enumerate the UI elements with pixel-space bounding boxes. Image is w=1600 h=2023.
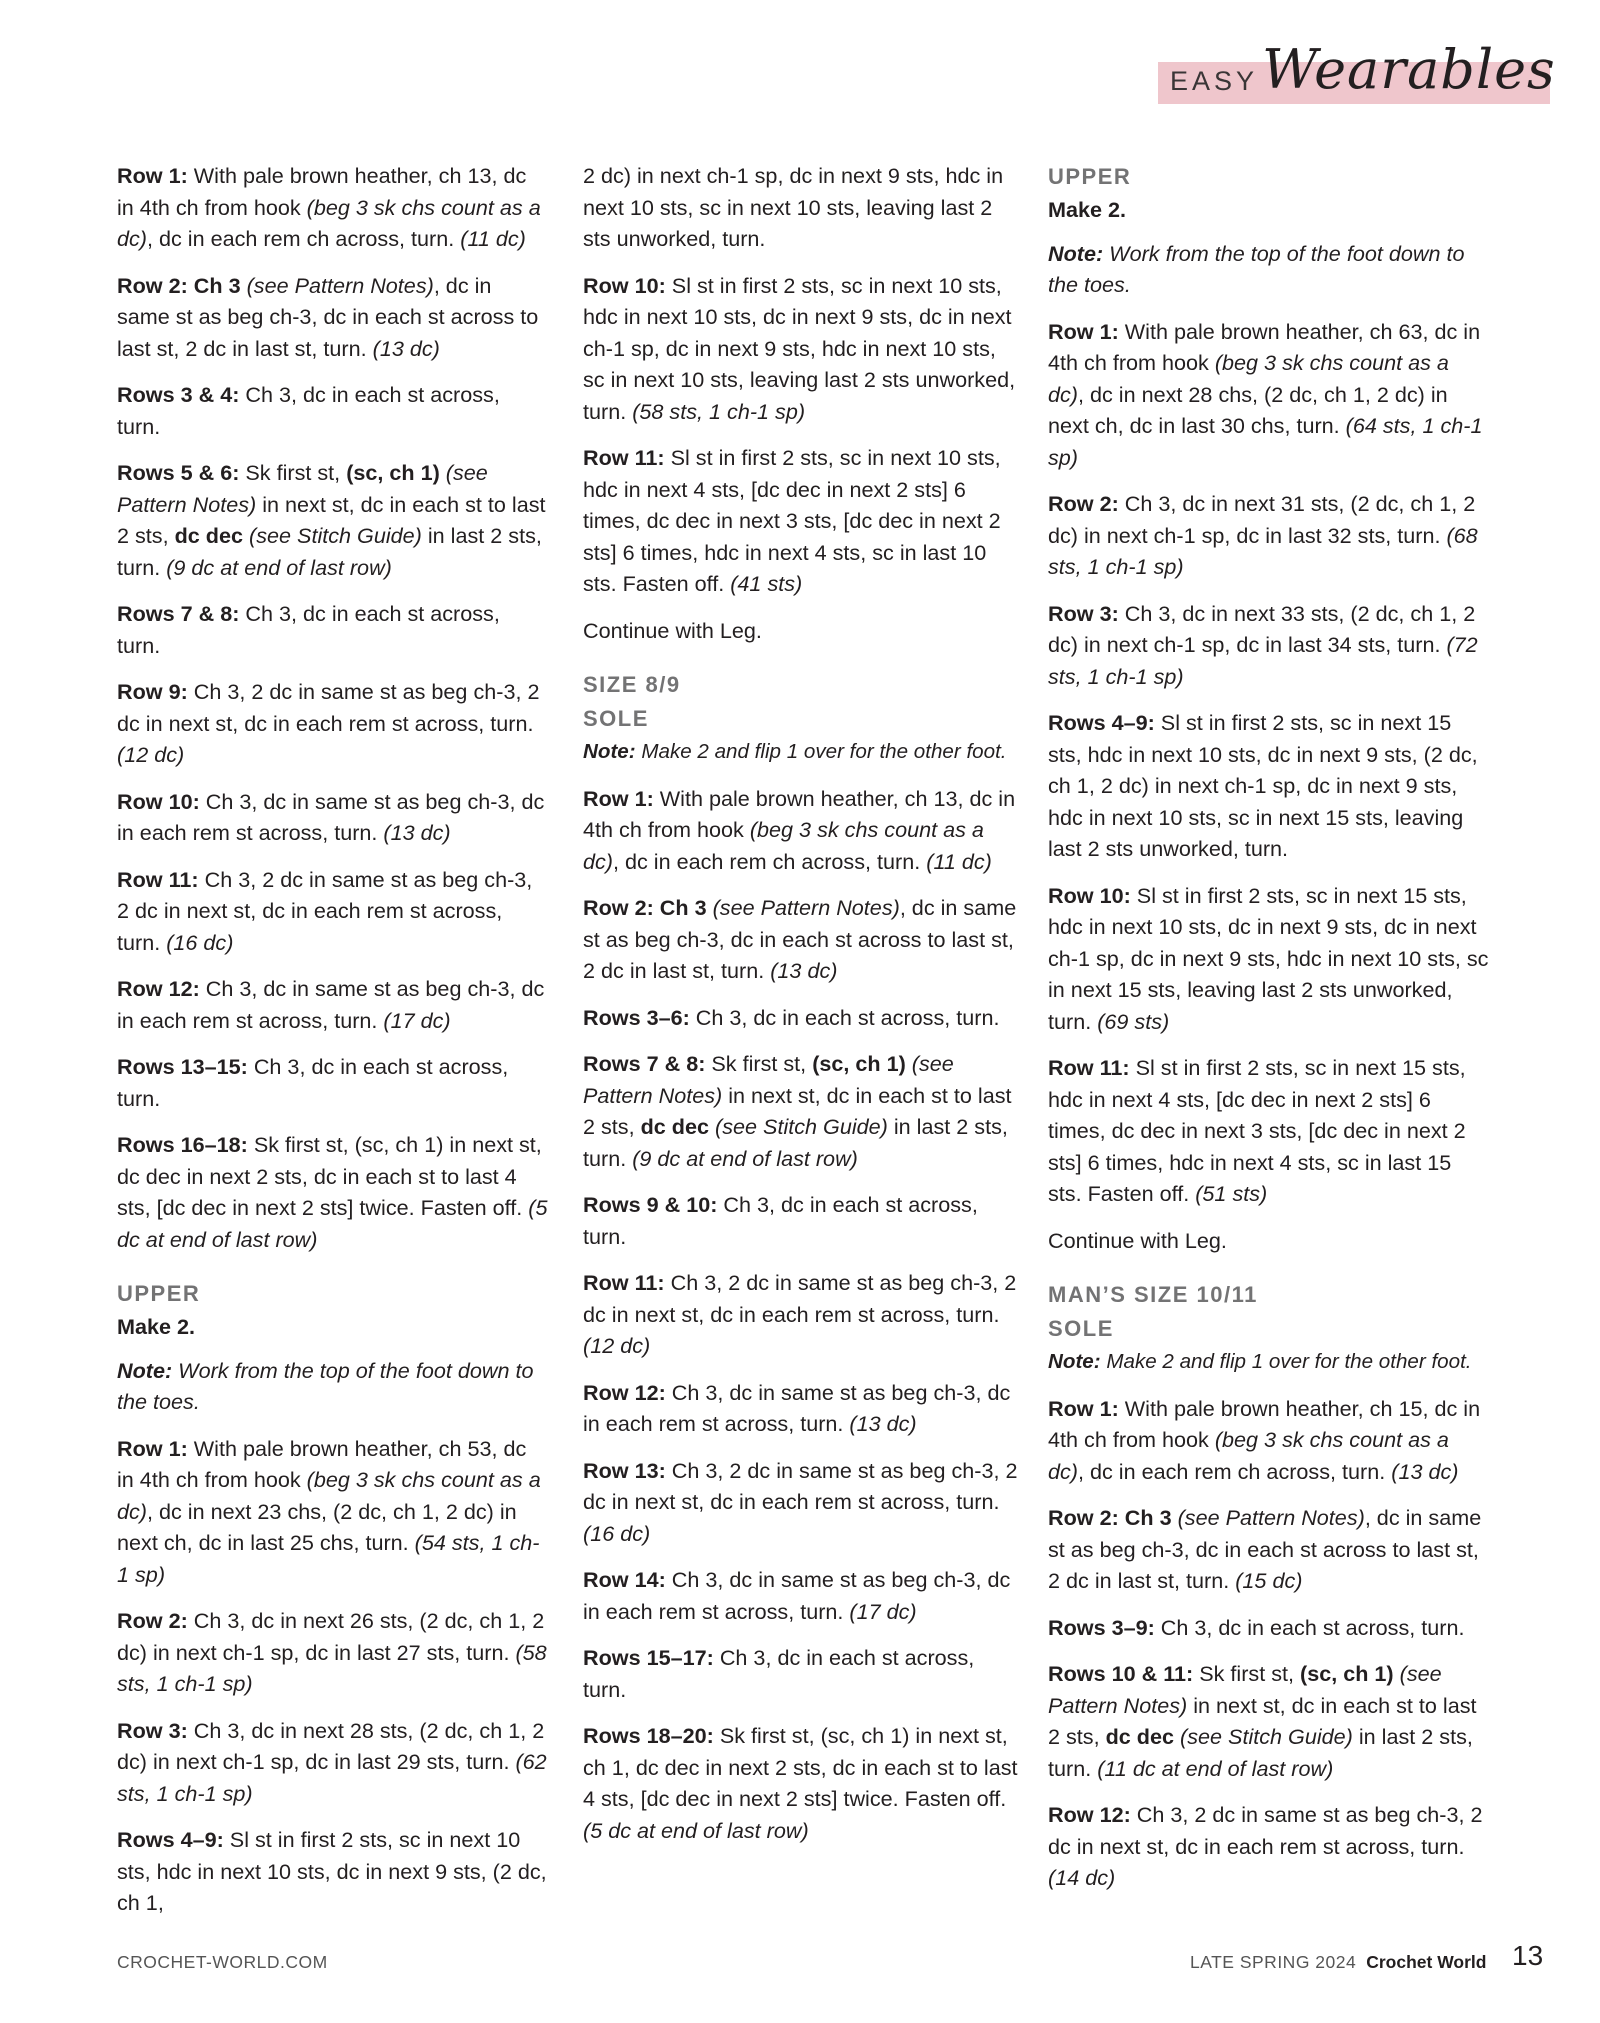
- row-text: Ch 3, dc in each st across, turn.: [117, 382, 500, 439]
- row-text: Ch 3, 2 dc in same st as beg ch-3, 2 dc in next st, dc in each rem st across, turn.: [117, 679, 540, 736]
- pattern-row: [117, 1051, 549, 1114]
- pattern-row: [583, 1267, 1023, 1362]
- row-text: , dc in same st as beg ch-3, dc in each st across to last st, 2 dc in last st, turn.: [1048, 1505, 1482, 1593]
- row-text: (see Pattern Notes): [1048, 1661, 1442, 1718]
- row-text: (13 dc): [372, 335, 440, 361]
- footer-issue-date: LATE SPRING 2024: [1190, 1952, 1357, 1972]
- pattern-row: [117, 270, 549, 365]
- row-text: With pale brown heather, ch 15, dc in 4th ch from hook: [1048, 1395, 1481, 1452]
- upper-heading: UPPER: [117, 1281, 201, 1306]
- row-text: (see Stitch Guide): [709, 1114, 888, 1139]
- row-text: in last 2 sts, turn.: [583, 1114, 1008, 1171]
- row-text: (72 sts, 1 ch-1 sp): [1048, 632, 1478, 689]
- pattern-row: [1048, 1225, 1490, 1257]
- row-label: Row 11:: [583, 445, 665, 470]
- row-text: Sl st in first 2 sts, sc in next 10 sts, hdc in next 10 sts, dc in next 9 sts, dc in next ch-1 sp, dc in next 9 sts, hdc in next 10 sts, sc in next 10 sts, leaving last 2 sts unworked, turn.: [583, 272, 1016, 424]
- pattern-row: [117, 676, 549, 771]
- pattern-row: [117, 1824, 549, 1919]
- row-text: 2 dc) in next ch-1 sp, dc in next 9 sts, hdc in next 10 sts, sc in next 10 sts, leaving last 2 sts unworked, turn.: [583, 163, 1004, 251]
- row-text: (beg 3 sk chs count as a dc): [1048, 350, 1449, 407]
- pattern-row: [583, 1564, 1023, 1627]
- row-text: (13 dc): [770, 958, 838, 983]
- row-text: (62 sts, 1 ch-1 sp): [117, 1749, 547, 1806]
- row-text: (beg 3 sk chs count as a dc): [117, 1467, 541, 1524]
- row-text: Sl st in first 2 sts, sc in next 10 sts, hdc in next 4 sts, [dc dec in next 2 sts] 6 times, dc dec in next 3 sts, [dc dec in next 2 sts] 6 times, hdc in next 4 sts, sc in last 10 sts. Fasten off.: [583, 445, 1001, 596]
- pattern-row: [583, 615, 1023, 647]
- make-note: Make 2.: [1048, 197, 1127, 222]
- row-text: Ch 3, dc in each st across, turn.: [583, 1645, 975, 1702]
- row-text: Sl st in first 2 sts, sc in next 15 sts, hdc in next 10 sts, dc in next 9 sts, (2 dc, ch 1, 2 dc) in next ch-1 sp, dc in next 9 sts, hdc in next 10 sts, sc in next 15 sts, leaving last 2 sts unworked, turn.: [1048, 710, 1478, 861]
- row-text: Sk first st,: [705, 1051, 813, 1076]
- row-text: (9 dc at end of last row): [632, 1145, 858, 1171]
- pattern-row: [117, 379, 549, 442]
- row-label: Rows 4–9:: [1048, 710, 1155, 735]
- row-text: , dc in same st as beg ch-3, dc in each st across to last st, 2 dc in last st, turn.: [117, 272, 539, 361]
- row-text: (58 sts, 1 ch-1 sp): [117, 1639, 547, 1696]
- row-text: in next st, dc in each st to last 2 sts,: [117, 491, 546, 548]
- row-text: Sl st in first 2 sts, sc in next 10 sts, hdc in next 10 sts, dc in next 9 sts, (2 dc, ch 1,: [117, 1827, 547, 1915]
- row-text: (beg 3 sk chs count as a dc): [117, 194, 541, 251]
- row-text: (12 dc): [583, 1333, 651, 1358]
- row-text: Sl st in first 2 sts, sc in next 15 sts, hdc in next 10 sts, dc in next 9 sts, dc in next ch-1 sp, dc in next 9 sts, hdc in next 10 sts, sc in next 15 sts, leaving last 2 sts unworked, turn.: [1048, 882, 1489, 1034]
- sole-rows: [583, 783, 1023, 1847]
- row-text: (11 dc): [926, 848, 992, 874]
- row-text: (54 sts, 1 ch-1 sp): [117, 1530, 540, 1587]
- row-label: Row 10:: [583, 272, 666, 298]
- row-text: in last 2 sts, turn.: [117, 523, 542, 580]
- pattern-row: [583, 442, 1023, 600]
- upper-rows: [1048, 316, 1490, 1257]
- upper-note: [117, 1355, 549, 1418]
- pattern-row: [117, 1433, 549, 1591]
- row-text: (41 sts): [730, 571, 803, 596]
- row-text: (12 dc): [117, 742, 185, 767]
- row-label: Row 10:: [1048, 882, 1131, 908]
- pattern-row: [583, 1048, 1023, 1174]
- pattern-row: [583, 1455, 1023, 1550]
- row-label: Row 13:: [583, 1457, 666, 1483]
- row-label: Row 2:: [1048, 491, 1119, 516]
- footer-brand: Crochet World: [1366, 1952, 1487, 1972]
- row-text: (69 sts): [1097, 1008, 1170, 1034]
- row-label: Row 11:: [583, 1270, 665, 1295]
- row-text: (see Stitch Guide): [1174, 1724, 1353, 1749]
- row-text: With pale brown heather, ch 13, dc in 4th ch from hook: [117, 163, 527, 220]
- pattern-row: [583, 1377, 1023, 1440]
- row-text: Ch 3, dc in same st as beg ch-3, dc in each rem st across, turn.: [117, 788, 545, 845]
- note-label: Note:: [1048, 1350, 1101, 1373]
- row-text: With pale brown heather, ch 13, dc in 4th ch from hook: [583, 785, 1016, 842]
- note-label: Note:: [117, 1357, 173, 1383]
- footer-site: CROCHET-WORLD.COM: [117, 1952, 328, 1972]
- row-label: Rows 7 & 8:: [583, 1051, 706, 1076]
- upper-heading: UPPER: [1048, 164, 1132, 189]
- row-text: (see Pattern Notes): [117, 460, 488, 517]
- note-text: Work from the top of the foot down to the toes.: [1048, 240, 1465, 297]
- row-text: (see Pattern Notes): [1171, 1505, 1365, 1530]
- sole-rows: [117, 160, 549, 1255]
- pattern-row: [117, 1715, 549, 1810]
- note-text: Make 2 and flip 1 over for the other foot.: [1100, 1350, 1472, 1373]
- pattern-row: [117, 1129, 549, 1255]
- upper-rows: [117, 1433, 549, 1919]
- row-label: Row 1:: [117, 163, 188, 188]
- row-text: in next st, dc in each st to last 2 sts,: [583, 1082, 1012, 1139]
- row-text: (see Pattern Notes): [706, 895, 900, 920]
- row-label: Row 2:: [583, 895, 654, 920]
- row-text: (11 dc at end of last row): [1097, 1755, 1334, 1781]
- row-text: (5 dc at end of last row): [117, 1195, 548, 1252]
- row-text: Ch 3: [1118, 1505, 1172, 1530]
- row-text: Ch 3, dc in each st across, turn.: [117, 1054, 509, 1111]
- pattern-row: [583, 1002, 1023, 1034]
- row-text: (see Pattern Notes): [583, 1051, 954, 1108]
- row-label: Row 9:: [117, 679, 188, 704]
- pattern-row: [583, 1642, 1023, 1705]
- row-text: in last 2 sts, turn.: [1048, 1724, 1473, 1781]
- sole-note: [583, 736, 1023, 768]
- row-text: Ch 3, dc in same st as beg ch-3, dc in each rem st across, turn.: [117, 976, 545, 1033]
- row-label: Row 14:: [583, 1567, 666, 1592]
- row-label: Row 2:: [1048, 1505, 1119, 1530]
- sole-heading: SOLE: [1048, 1316, 1114, 1341]
- row-text: Ch 3, dc in each st across, turn.: [117, 601, 500, 658]
- pattern-row: [1048, 316, 1490, 474]
- row-label: Row 12:: [583, 1379, 666, 1405]
- row-text: Continue with Leg.: [1048, 1227, 1227, 1253]
- row-text: (51 sts): [1195, 1181, 1268, 1206]
- pattern-row: [1048, 880, 1490, 1038]
- pattern-row: [117, 786, 549, 849]
- row-label: Row 11:: [117, 866, 199, 892]
- row-text: (14 dc): [1048, 1865, 1116, 1890]
- row-label: Rows 3 & 4:: [117, 382, 240, 407]
- footer-issue: [1190, 1952, 1486, 1973]
- pattern-row: [1048, 1612, 1490, 1644]
- row-label: Rows 16–18:: [117, 1132, 248, 1157]
- row-text: Ch 3, dc in next 33 sts, (2 dc, ch 1, 2 dc) in next ch-1 sp, dc in last 34 sts, turn.: [1048, 600, 1476, 657]
- row-text: With pale brown heather, ch 53, dc in 4th ch from hook: [117, 1435, 527, 1492]
- pattern-row: [1048, 488, 1490, 583]
- sole-note: [1048, 1346, 1490, 1378]
- row-text: , dc in each rem ch across, turn.: [1078, 1458, 1392, 1484]
- row-label: Row 3:: [117, 1717, 188, 1743]
- row-text: (beg 3 sk chs count as a dc): [583, 817, 984, 874]
- row-text: (beg 3 sk chs count as a dc): [1048, 1427, 1449, 1484]
- row-text: Ch 3, dc in next 26 sts, (2 dc, ch 1, 2 dc) in next ch-1 sp, dc in last 27 sts, turn.: [117, 1608, 545, 1665]
- row-text: dc dec: [174, 523, 244, 548]
- pattern-row: [117, 457, 549, 583]
- row-text: With pale brown heather, ch 63, dc in 4th ch from hook: [1048, 318, 1481, 375]
- row-label: Rows 9 & 10:: [583, 1192, 718, 1217]
- row-text: (16 dc): [583, 1520, 651, 1546]
- row-text: Ch 3, 2 dc in same st as beg ch-3, 2 dc in next st, dc in each rem st across, turn.: [583, 1457, 1018, 1514]
- row-label: Row 11:: [1048, 1055, 1130, 1080]
- row-label: Rows 4–9:: [117, 1827, 224, 1852]
- column-2: [583, 160, 1023, 1861]
- row-text: Ch 3, 2 dc in same st as beg ch-3, 2 dc in next st, dc in each rem st across, turn.: [1048, 1802, 1483, 1859]
- row-label: Row 10:: [117, 788, 200, 814]
- row-label: Row 12:: [117, 976, 200, 1001]
- row-text: Sk first st, (sc, ch 1) in next st, dc dec in next 2 sts, dc in each st to last 4 sts, [dc dec in next 2 sts] twice. Fasten off.: [117, 1132, 542, 1220]
- row-text: (64 sts, 1 ch-1 sp): [1048, 413, 1483, 470]
- row-label: Row 1:: [1048, 318, 1119, 344]
- pattern-row: [1048, 1502, 1490, 1597]
- row-text: (11 dc): [460, 226, 526, 251]
- row-text: , dc in each rem ch across, turn.: [613, 848, 927, 874]
- row-text: Ch 3, dc in each st across, turn.: [1154, 1614, 1465, 1640]
- pattern-row: [117, 598, 549, 661]
- row-text: (13 dc): [849, 1411, 917, 1436]
- sole-rows: [1048, 1393, 1490, 1894]
- row-text: , dc in same st as beg ch-3, dc in each st across to last st, 2 dc in last st, turn.: [583, 895, 1017, 983]
- note-label: Note:: [583, 740, 636, 763]
- row-text: , dc in next 28 chs, (2 dc, ch 1, 2 dc) in next ch, dc in last 30 chs, turn.: [1048, 381, 1448, 438]
- pattern-row: [1048, 707, 1490, 865]
- row-label: Row 1:: [583, 785, 654, 811]
- pattern-row: [117, 1605, 549, 1700]
- pattern-row: [117, 160, 549, 255]
- row-text: (58 sts, 1 ch-1 sp): [632, 398, 806, 424]
- row-text: Ch 3: [187, 272, 241, 298]
- pattern-row: [1048, 1799, 1490, 1894]
- row-text: (13 dc): [383, 820, 451, 845]
- pattern-row: [583, 270, 1023, 428]
- pattern-row: [117, 973, 549, 1036]
- row-text: Ch 3, dc in same st as beg ch-3, dc in each rem st across, turn.: [583, 1567, 1011, 1624]
- row-text: Sk first st, (sc, ch 1) in next st, ch 1, dc dec in next 2 sts, dc in each st to last 4 sts, [dc dec in next 2 sts] twice. Fasten off.: [583, 1723, 1018, 1811]
- row-text: Ch 3, 2 dc in same st as beg ch-3, 2 dc in next st, dc in each rem st across, turn.: [117, 866, 533, 955]
- pattern-row: [117, 864, 549, 959]
- row-label: Rows 13–15:: [117, 1054, 248, 1079]
- row-text: (17 dc): [849, 1598, 917, 1624]
- row-text: in next st, dc in each st to last 2 sts,: [1048, 1692, 1477, 1749]
- row-label: Row 3:: [1048, 600, 1119, 626]
- row-label: Row 2:: [117, 1608, 188, 1633]
- row-text: (16 dc): [166, 929, 234, 955]
- row-text: (9 dc at end of last row): [166, 554, 392, 580]
- row-text: (17 dc): [383, 1007, 451, 1033]
- row-text: Ch 3, dc in each st across, turn.: [583, 1192, 978, 1249]
- row-label: Rows 7 & 8:: [117, 601, 240, 626]
- row-text: (see Pattern Notes): [240, 272, 434, 298]
- row-text: Sk first st,: [239, 460, 347, 485]
- row-label: Rows 15–17:: [583, 1645, 714, 1670]
- row-text: Continue with Leg.: [583, 617, 762, 643]
- size-heading: SIZE 8/9: [583, 672, 681, 697]
- column-3: [1048, 160, 1490, 1909]
- row-label: Rows 18–20:: [583, 1723, 714, 1748]
- row-text: (13 dc): [1391, 1458, 1459, 1484]
- note-text: Work from the top of the foot down to the toes.: [117, 1357, 534, 1414]
- pattern-row: [1048, 598, 1490, 693]
- row-text: dc dec: [1105, 1724, 1175, 1749]
- header-easy: EASY: [1170, 66, 1259, 96]
- pattern-row: [583, 1189, 1023, 1252]
- pattern-row: [1048, 1052, 1490, 1210]
- note-label: Note:: [1048, 240, 1104, 266]
- row-label: Row 12:: [1048, 1802, 1131, 1827]
- pattern-row: [583, 783, 1023, 878]
- upper-rows-continued: [583, 160, 1023, 646]
- sole-heading: SOLE: [583, 706, 649, 731]
- row-text: Ch 3, dc in same st as beg ch-3, dc in each rem st across, turn.: [583, 1379, 1011, 1436]
- row-text: (sc, ch 1): [346, 460, 440, 485]
- page-number: 13: [1512, 1940, 1544, 1971]
- row-text: Ch 3, dc in next 31 sts, (2 dc, ch 1, 2 dc) in next ch-1 sp, dc in last 32 sts, turn.: [1048, 491, 1476, 548]
- header-wearables: Wearables: [1262, 38, 1556, 101]
- row-label: Rows 10 & 11:: [1048, 1661, 1194, 1686]
- pattern-row: [1048, 1658, 1490, 1784]
- row-text: Ch 3, dc in next 28 sts, (2 dc, ch 1, 2 dc) in next ch-1 sp, dc in last 29 sts, turn.: [117, 1717, 545, 1774]
- pattern-row: [583, 160, 1023, 255]
- column-1: [117, 160, 549, 1934]
- pattern-row: [1048, 1393, 1490, 1488]
- row-text: Ch 3: [653, 895, 707, 920]
- row-text: (sc, ch 1): [1300, 1661, 1394, 1686]
- row-label: Row 2:: [117, 272, 188, 298]
- size-heading: MAN’S SIZE 10/11: [1048, 1282, 1258, 1307]
- row-text: (see Stitch Guide): [243, 523, 422, 548]
- row-text: , dc in each rem ch across, turn.: [147, 226, 461, 251]
- row-text: Ch 3, dc in each st across, turn.: [689, 1004, 1000, 1030]
- row-text: Sk first st,: [1193, 1661, 1301, 1686]
- row-text: Sl st in first 2 sts, sc in next 15 sts, hdc in next 4 sts, [dc dec in next 2 sts] 6 times, dc dec in next 3 sts, [dc dec in next 2 sts] 6 times, hdc in next 4 sts, sc in last 15 sts. Fasten off.: [1048, 1055, 1466, 1206]
- row-text: Ch 3, 2 dc in same st as beg ch-3, 2 dc in next st, dc in each rem st across, turn.: [583, 1270, 1017, 1327]
- row-text: (sc, ch 1): [812, 1051, 906, 1076]
- row-label: Rows 3–6:: [583, 1004, 690, 1030]
- row-label: Row 1:: [1048, 1395, 1119, 1421]
- row-label: Rows 5 & 6:: [117, 460, 240, 485]
- note-text: Make 2 and flip 1 over for the other foot.: [635, 740, 1007, 763]
- row-label: Row 1:: [117, 1435, 188, 1461]
- pattern-row: [583, 892, 1023, 987]
- upper-note: [1048, 238, 1490, 301]
- row-text: , dc in next 23 chs, (2 dc, ch 1, 2 dc) in next ch, dc in last 25 chs, turn.: [117, 1498, 517, 1555]
- row-label: Rows 3–9:: [1048, 1614, 1155, 1640]
- make-note: Make 2.: [117, 1314, 196, 1339]
- row-text: dc dec: [640, 1114, 710, 1139]
- pattern-row: [583, 1720, 1023, 1846]
- row-text: (15 dc): [1235, 1568, 1303, 1593]
- row-text: (68 sts, 1 ch-1 sp): [1048, 522, 1478, 579]
- row-text: (5 dc at end of last row): [583, 1817, 809, 1843]
